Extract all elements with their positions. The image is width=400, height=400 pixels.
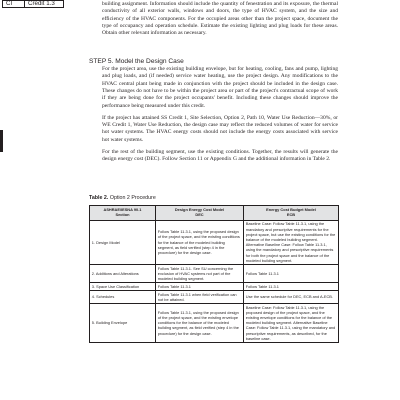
- fragment-row: [3, 1, 64, 8]
- page-edge-tab: [0, 130, 3, 152]
- header-dec: [156, 206, 244, 221]
- table-row: [90, 290, 339, 303]
- fragment-cell-ci: CI: [3, 1, 25, 8]
- header-section: [90, 206, 156, 221]
- row-dec: Follow Table 11.3.1. See SU concerning the exclusion of HVAC systems not part of the modeled building segment.: [156, 264, 244, 282]
- option-2-procedure-table: [89, 205, 339, 343]
- step-paragraph-1: For the project area, use the existing building envelope, but for heating, cooling, fans and pump, lighting and plug loads, and (if needed) service water heating, use the project design. Any modifications to the HVAC central plant being made in conjunction with the project should be included in the design case. These changes do not have to be within the project area or part of the project's contractual scope of work if they are being done for the project occupants' benefit. Including these changes should improve the performance being measured under this credit.: [102, 66, 338, 109]
- header-section-line1: ASHRAE/IESNA 90.1: [103, 207, 142, 212]
- row-ecb: Baseline Case: Follow Table 11.3.1, using the proposed design of the project space, and the existing envelope conditions for the balance of the modeled building segment. Alternative Baseline Case: Follow Table 11.3.1, using the mandatory and prescriptive requirements, as described, for the baseline case.: [244, 303, 339, 342]
- intro-text-block: [102, 1, 338, 38]
- row-dec: Follow Table 11.3.1, using the proposed design of the project space, and the existing envelope conditions for the balance of the modeled building segment, as field verified (step 4 in the procedure) for the design case.: [156, 303, 244, 342]
- step-body: [102, 66, 338, 164]
- header-ecb-line1: Energy Cost Budget Model: [266, 207, 316, 212]
- step-heading: STEP 5. Model the Design Case: [89, 58, 184, 65]
- row-dec: Follow Table 11.3.1 when field verification can not be attained.: [156, 290, 244, 303]
- header-section-line2: Section: [115, 211, 130, 217]
- header-ecb-line2: ECB: [286, 211, 296, 217]
- row-section: 2. Additions and Alterations: [90, 264, 156, 282]
- row-section: 5. Building Envelope: [90, 303, 156, 342]
- step-paragraph-2: If the project has attained SS Credit 1, Site Selection, Option 2, Path 10, Water Use Reduction—30%, or WE Credit 1, Water Use Reduction, the design case may reflect the reduced volumes of water for service hot water systems. The HVAC energy costs should not include the energy costs associated with service hot water systems.: [102, 114, 338, 143]
- table-row: [90, 283, 339, 291]
- row-dec: Follow Table 11.3.1: [156, 283, 244, 291]
- header-ecb: [244, 206, 339, 221]
- previous-table-fragment: [2, 0, 64, 8]
- table-row: [90, 303, 339, 342]
- table-row: [90, 220, 339, 264]
- table-header-row: [90, 206, 339, 221]
- table-caption-title: Option 2 Procedure: [109, 195, 156, 201]
- intro-paragraph: building assignment. Information should include the quantity of fenestration and its exposure, the thermal conductivity of all exterior walls, windows and doors, the type of HVAC system, and the size and efficiency of the HVAC components. For the occupied areas other than the project space, document the type of occupancy and operation schedule. Estimate the existing lighting and plug loads for these areas. Obtain other relevant information as necessary.: [102, 1, 338, 37]
- header-dec-line1: Design Energy Cost Model: [174, 207, 225, 212]
- fragment-cell-credit: Credit 1.3: [25, 1, 64, 8]
- row-section: 4. Schedules: [90, 290, 156, 303]
- row-ecb: Follow Table 11.3.1: [244, 283, 339, 291]
- header-dec-line2: DEC: [195, 211, 204, 217]
- step-paragraph-3: For the rest of the building segment, use the existing conditions. Together, the results will generate the design energy cost (DEC). Follow Section 11 or Appendix G and the additional information in Table 2.: [102, 148, 338, 163]
- row-dec: Follow Table 11.3.1, using the proposed design of the project space, and the existing conditions for the balance of the modeled building segment, as field verified (step 4 in the procedure) for the design case.: [156, 220, 244, 264]
- row-section: 1. Design Model: [90, 220, 156, 264]
- table-caption-number: Table 2.: [89, 195, 109, 201]
- row-ecb: Use the same schedule for DEC, ECB and A-ECB.: [244, 290, 339, 303]
- table-row: [90, 264, 339, 282]
- row-ecb: Follow Table 11.3.1: [244, 264, 339, 282]
- table-caption: [89, 195, 156, 201]
- row-section: 3. Space Use Classification: [90, 283, 156, 291]
- row-ecb: Baseline Case: Follow Table 11.3.1, using the mandatory and prescriptive requirements for the project space, but use the existing conditions for the balance of the modeled building segment. Alternative Baseline Case: Follow Table 11.3.1, using the mandatory and prescriptive requirements for both the project space and the balance of the modeled building segment.: [244, 220, 339, 264]
